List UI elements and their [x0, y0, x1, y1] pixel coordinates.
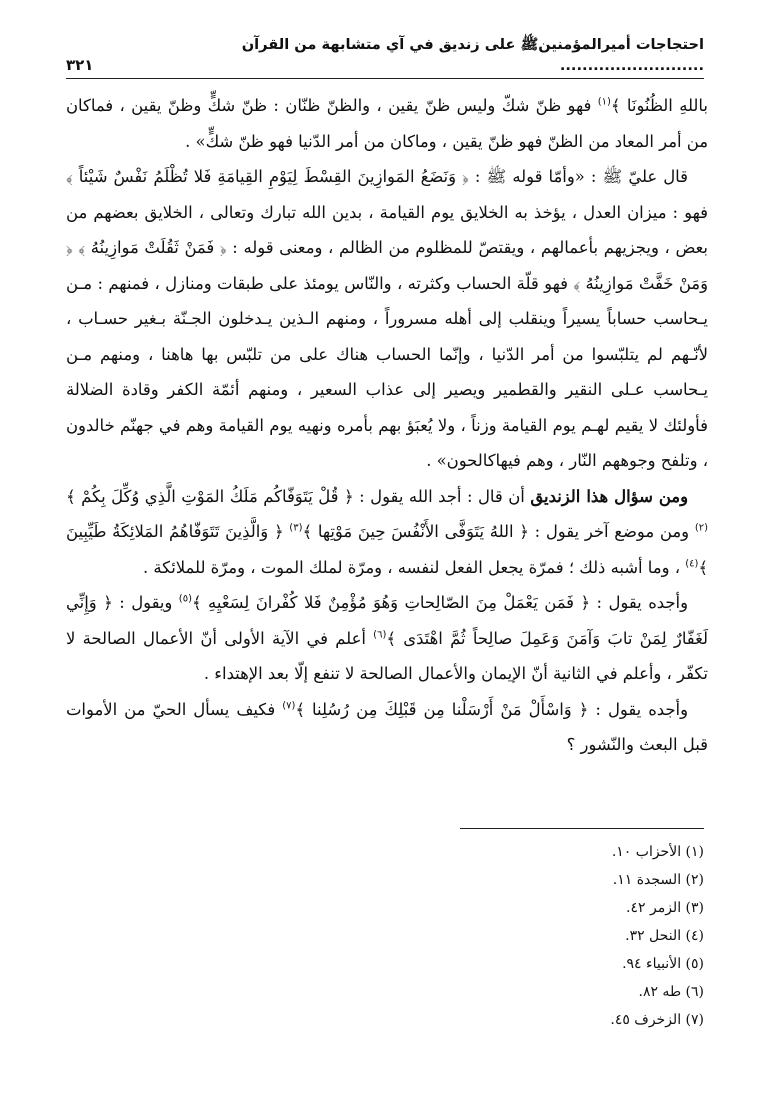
footnote-ref-3: (٣) [289, 522, 303, 534]
paragraph-text: وأجده يقول : ﴿ فَمَن يَعْمَلْ مِنَ الصّالِحاتِ وَهُوَ مُؤْمِنٌ فَلا كُفْرانَ لِسَعْيِهِ ﴾ [191, 593, 688, 612]
paragraph-3 [66, 479, 708, 586]
paragraph-text: ، وما أشبه ذلك ؛ فمرّة يجعل الفعل لنفسه ، ومرّة لملك الموت ، ومرّة للملائكة . [142, 557, 686, 577]
header-title: احتجاجات أميرالمؤمنينﷺ على زنديق في آي متشابهة من القرآن .......................... [241, 36, 704, 74]
paragraph-text: وأجده يقول : ﴿ وَاسْأَلْ مَنْ أَرْسَلْنا مِن قَبْلِكَ مِن رُسُلِنا ﴾ [295, 699, 688, 719]
paragraph-1 [66, 88, 708, 159]
quran-quote: باللهِ الظُنُونَا ﴾ [610, 96, 708, 115]
paragraph-2: قال عليّ ﷺ : «وأمّا قوله ﷺ : ﴿ وَنَضَعُ المَوازِينَ القِسْطَ لِيَوْمِ القِيامَةِ فَلا تُظْلَمُ نَفْسٌ شَيْئاً ﴾ فهو : ميزان العدل ، يؤخذ به الخلايق يوم القيامة ، بدين الله تبارك وتعالى ، الخلايق بعضهم من بعض ، ويجزيهم بأعمالهم ، ويقتصّ للمظلوم من الظالم ، ومعنى قوله : ﴿ فَمَنْ ثَقُلَتْ مَوازِينُهُ ﴾ ﴿ وَمَنْ خَفَّتْ مَوازِينُهُ ﴾ فهو قلّة الحساب وكثرته ، والنّاس يومئذ على طبقات ومنازل ، فمنهم : مـن يـحاسب حساباً يسيراً وينقلب إلى أهله مسروراً ، ومنهم الـذين يـدخلون الجـنّة بـغير حسـاب ، لأنّـهم لم يتلبّسوا من أمر الدّنيا ، وإنّما الحساب هناك على من تلبّس بها هاهنا ، ومنهم مـن يـحاسب عـلى النقير والقطمير ويصير إلى عذاب السعير ، ومنهم أئمّة الكفر وقادة الضلالة فأولئك لا يقيم لهـم يوم القيامة وزناً ، ولا يُعبَؤ بهم بأمره ونهيه يوم القيامة وهم في جهنّم خالدون ، وتلفح وجوههم النّار ، وهم فيهاكالحون» . [66, 167, 708, 470]
footnote-divider [460, 828, 704, 829]
paragraph-text: ومن موضع آخر يقول : ﴿ اللهُ يَتَوَفَّى الأَنْفُسَ حِينَ مَوْتِها ﴾ [302, 522, 695, 541]
paragraph-text: فهو ظنّ شكّ وليس ظنّ يقين ، والظنّ ظنّان : ظنّ شكٍّ وظنّ يقين ، فماكان من أمر المعاد من الظنّ فهو ظنّ يقين ، وماكان من أمر الدّنيا فهو ظنّ شكٍّ» . [66, 96, 708, 151]
footnote-ref-1: (١) [597, 96, 611, 108]
main-text [66, 88, 708, 763]
paragraph-text: ﴿ وَالَّذِينَ تَتَوَفّاهُمُ المَلائِكَةُ طَيِّبِينَ ﴾ [66, 522, 708, 577]
footnote-ref-4: (٤) [685, 558, 699, 570]
paragraph-text: أعلم في الآية الأولى أنّ الأعمال الصالحة لا تكفّر ، وأعلم في الثانية أنّ الإيمان والأعمال الصالحة لا تنفع إلّا بعد الإهتداء . [66, 628, 708, 683]
paragraph-5 [66, 692, 708, 763]
footnote: (٦) طه ٨٢. [638, 984, 704, 1000]
footnote: (٤) النحل ٣٢. [625, 928, 704, 944]
footnote-ref-5: (٥) [178, 593, 192, 605]
footnote: (٥) الأنبياء ٩٤. [622, 956, 704, 972]
running-header [66, 36, 704, 79]
footnote-ref-2: (٢) [694, 522, 708, 534]
footnote: (٣) الزمر ٤٢. [626, 900, 704, 916]
paragraph-text: ويقول : ﴿ وَإِنِّي لَغَفّارٌ لِمَنْ تابَ وَآمَنَ وَعَمِلَ صالِحاً ثُمَّ اهْتَدَى ﴾ [66, 593, 708, 648]
footnote-ref-6: (٦) [373, 629, 387, 641]
footnote-ref-7: (٧) [282, 700, 296, 712]
footnote: (٧) الزخرف ٤٥. [610, 1012, 704, 1028]
footnote: (٢) السجدة ١١. [612, 872, 704, 888]
page-number: ٣٢١ [66, 56, 94, 74]
paragraph-text: أن قال : أجد الله يقول : ﴿ قُلْ يَتَوَفّاكُم مَلَكُ المَوْتِ الَّذِي وُكِّلَ بِكُمْ ﴾ [66, 486, 531, 506]
paragraph-text: فكيف يسأل الحيّ من الأموات قبل البعث والنّشور ؟ [66, 699, 708, 754]
footnotes [200, 838, 704, 1034]
footnote: (١) الأحزاب ١٠. [611, 844, 704, 860]
paragraph-4 [66, 585, 708, 692]
zindiq-question-heading: ومن سؤال هذا الزنديق [530, 486, 689, 506]
